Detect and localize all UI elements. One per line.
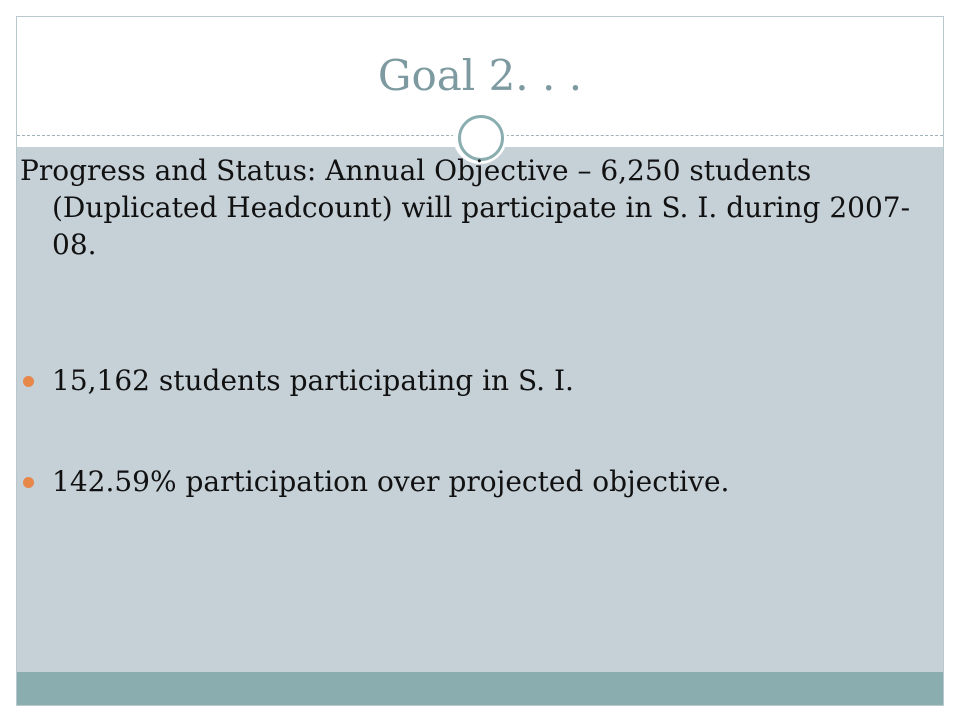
bullet-text: 142.59% participation over projected objective. bbox=[52, 465, 730, 498]
slide-title: Goal 2. . . bbox=[377, 51, 583, 100]
bullet-dot-icon bbox=[23, 376, 34, 387]
slide bbox=[16, 16, 944, 706]
bullet-dot-icon bbox=[23, 477, 34, 488]
progress-status-paragraph: Progress and Status: Annual Objective – 6,250 students (Duplicated Headcount) will participate in S. I. during 2007-08. bbox=[20, 154, 911, 261]
bullet-text: 15,162 students participating in S. I. bbox=[52, 364, 574, 397]
footer-band bbox=[17, 672, 943, 705]
